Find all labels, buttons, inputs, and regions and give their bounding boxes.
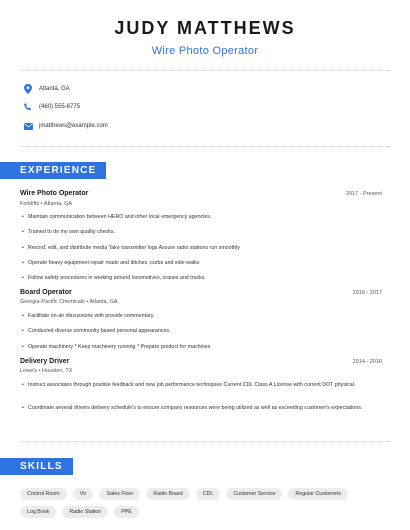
job-bullet: • Instruct associates through positive feedback and new job performance techniques Current CDL Class A License with current DOT physical. (22, 381, 386, 389)
resume-header (0, 0, 410, 57)
job-bullet: • Conducted diverse community based personal appearances. (22, 327, 386, 335)
skill-chip: Regular Customers (288, 488, 348, 500)
job-dates: 2016 - 2017 (352, 290, 382, 296)
job-bullet: • Follow safety procedures in working around locomotives, cranes and trucks. (22, 274, 386, 282)
skill-chip: Sales Floor (99, 488, 140, 500)
job-title: Delivery Driver (20, 358, 70, 365)
skill-chip: PPE (114, 506, 139, 518)
job-bullet: • Trained to do my own quality checks. (22, 228, 386, 236)
job-bullet: • Maintain communication between HERO and other local emergency agencies. (22, 213, 386, 221)
skills-list (20, 488, 390, 518)
job-title: Board Operator (20, 289, 72, 296)
job-bullet: • Coordinate several drivers delivery schedule's to ensure company resources were being utilized as well as exceeding customer's expectations. (22, 404, 386, 412)
phone-icon (22, 101, 34, 113)
section-title-experience: EXPERIENCE (0, 162, 106, 179)
envelope-icon (22, 120, 34, 132)
skill-chip: CDL (196, 488, 221, 500)
divider (20, 70, 390, 71)
location-text: Atlanta, GA (39, 86, 70, 92)
job-company: Georgia-Pacific Chemicals • Atlanta, GA (20, 299, 118, 305)
skill-chip: Radio Board (146, 488, 189, 500)
skill-chip: Radio Station (62, 506, 108, 518)
skill-chip: Vtr (73, 488, 94, 500)
job-title: Wire Photo Operator (20, 190, 89, 197)
candidate-name: JUDY MATTHEWS (114, 18, 296, 38)
section-title-skills: SKILLS (0, 458, 73, 475)
job-dates: 2017 - Present (345, 191, 382, 197)
job-bullet: • Facilitate on-air discussions with provide commentary. (22, 312, 386, 320)
contact-phone (22, 101, 80, 113)
divider (20, 441, 390, 442)
contact-location (22, 83, 70, 95)
job-bullet: • Record, edit, and distribute media Take transmitter logs Assure radio stations run smoothly (22, 244, 386, 252)
divider (20, 146, 390, 147)
skill-chip: Log Book (20, 506, 56, 518)
job-dates: 2014 - 2016 (352, 359, 382, 365)
job-company: Forklifts • Atlanta, GA (20, 201, 73, 207)
phone-text: (460) 555-8775 (39, 104, 81, 110)
email-text[interactable]: jmatthews@example.com (39, 123, 108, 129)
skill-chip: Control Room (20, 488, 67, 500)
location-pin-icon (22, 83, 34, 95)
job-bullet: • Operate heavy equipment repair roads and ditches ,curbs and side walks (22, 259, 386, 267)
contact-email (22, 120, 108, 132)
job-company: Lowe's • Houston, TX (20, 368, 73, 374)
job-bullet: • Operate machinery * Keep machinery running * Prepare product for machines (22, 343, 386, 351)
candidate-title: Wire Photo Operator (151, 45, 259, 57)
skill-chip: Customer Service (226, 488, 282, 500)
